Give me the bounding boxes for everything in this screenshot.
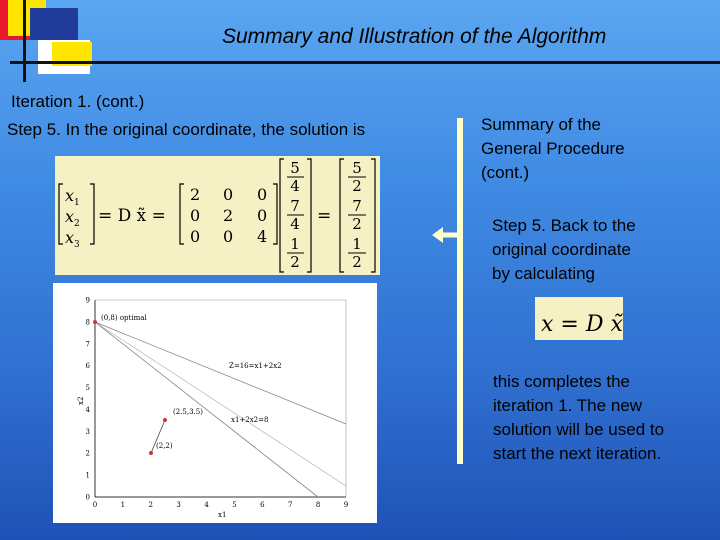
vector-x3-sub: 3 (74, 240, 80, 250)
bracket-left-col1 (280, 159, 284, 272)
step5-description: Step 5. In the original coordinate, the solution is (7, 120, 366, 139)
col1-den: 2 (290, 253, 300, 271)
matrix-cell: 0 (257, 206, 268, 225)
y-tick-label: 9 (85, 296, 90, 305)
y-tick-label: 6 (85, 362, 90, 371)
bracket-right-vector (90, 184, 94, 244)
y-tick-label: 0 (85, 493, 90, 502)
vector-x3: x (65, 228, 75, 247)
matrix-cell: 2 (223, 206, 234, 225)
completion-line2: iteration 1. The new (493, 396, 642, 415)
bracket-left-vector (59, 184, 63, 244)
x-tick-label: 6 (260, 501, 265, 509)
y-tick-label: 1 (85, 471, 90, 480)
y-tick-label: 2 (85, 449, 90, 458)
matrix-cell: 4 (257, 227, 268, 246)
equation-lhs: = D x̃ = (98, 206, 166, 226)
annotation-point-old: (2,2) (156, 442, 173, 450)
y-tick-label: 5 (85, 384, 90, 393)
x-tick-label: 4 (204, 501, 209, 509)
col2-num: 5 (352, 159, 362, 177)
y-tick-label: 3 (85, 427, 90, 436)
matrix-cell: 0 (257, 185, 268, 204)
col1-den: 4 (290, 177, 300, 195)
completion-line4: start the next iteration. (493, 444, 662, 463)
col1-num: 7 (290, 197, 300, 215)
slide-title: Summary and Illustration of the Algorithm (222, 25, 607, 48)
annotation-optimal: (0,8) optimal (101, 314, 147, 322)
vector-x2: x (65, 207, 75, 226)
equals-sign: = (317, 206, 332, 226)
bracket-left-col2 (340, 159, 344, 272)
vector-x2-sub: 2 (74, 219, 80, 229)
iteration-label: Iteration 1. (cont.) (11, 92, 145, 111)
y-tick-label: 7 (85, 340, 90, 349)
bracket-right-matrix (273, 184, 277, 244)
x-tick-label: 8 (315, 501, 321, 509)
summary-heading-line1: Summary of the (481, 115, 601, 134)
annotation-constraint: x1+2x2=8 (231, 416, 269, 424)
completion-line1: this completes the (493, 372, 631, 391)
col1-den: 4 (290, 215, 300, 233)
col2-den: 2 (352, 215, 362, 233)
bracket-left-matrix (180, 184, 184, 244)
matrix-cell: 0 (190, 206, 201, 225)
bracket-right-col2 (371, 159, 375, 272)
col1-num: 5 (290, 159, 300, 177)
col2-den: 2 (352, 177, 362, 195)
x-tick-label: 0 (92, 501, 98, 509)
step5-right-text (492, 214, 636, 286)
x-tick-labels (93, 501, 348, 509)
x-tick-label: 3 (176, 501, 181, 509)
x-tick-label: 2 (148, 501, 154, 509)
vertical-divider (457, 118, 463, 464)
formula-box (535, 297, 623, 340)
step-right-line3: by calculating (492, 264, 596, 283)
optimal-point (93, 320, 97, 324)
left-arrow-icon (432, 225, 462, 250)
constraint-line-2 (95, 322, 346, 486)
annotation-objective: Z=16=x1+2x2 (229, 362, 282, 370)
bracket-right-col1 (307, 159, 311, 272)
matrix-cell: 0 (190, 227, 201, 246)
title-underline (10, 61, 720, 64)
vector-x1: x (65, 186, 75, 205)
equation-svg (55, 156, 380, 275)
y-tick-label: 4 (85, 405, 90, 414)
annotation-point-new: (2.5,3.5) (173, 408, 203, 416)
old-point (149, 451, 153, 455)
y-tick-labels (86, 297, 91, 502)
vector-x1-sub: 1 (74, 198, 80, 208)
plot-svg (53, 283, 377, 523)
new-point (163, 418, 167, 422)
summary-heading-line2: General Procedure (481, 139, 625, 158)
col2-den: 2 (352, 253, 362, 271)
y-axis-label: x2 (77, 396, 85, 405)
x-tick-label: 9 (343, 501, 349, 509)
matrix-cell: 0 (223, 227, 234, 246)
matrix-cell: 0 (223, 185, 234, 204)
completion-text (493, 370, 664, 466)
y-tick-label: 8 (85, 318, 90, 327)
x-tick-label: 5 (232, 501, 237, 509)
summary-heading (481, 113, 625, 185)
plot-panel (53, 283, 377, 523)
constraint-line-1 (95, 322, 318, 497)
objective-line (95, 322, 346, 424)
formula-text: x = D x̃ (541, 312, 623, 337)
col1-num: 1 (290, 235, 300, 253)
summary-heading-line3: (cont.) (481, 163, 530, 182)
step-right-line1: Step 5. Back to the (492, 216, 636, 235)
completion-line3: solution will be used to (493, 420, 665, 439)
col2-num: 1 (352, 235, 362, 253)
x-tick-label: 7 (287, 501, 293, 509)
x-tick-label: 1 (120, 501, 126, 509)
decor-blue-square (30, 8, 78, 40)
col2-num: 7 (352, 197, 362, 215)
x-axis-label: x1 (218, 511, 227, 519)
step-right-line2: original coordinate (492, 240, 631, 259)
decor-vertical-line (23, 0, 26, 82)
equation-panel (55, 156, 380, 275)
matrix-values (190, 185, 267, 246)
matrix-cell: 2 (190, 185, 201, 204)
